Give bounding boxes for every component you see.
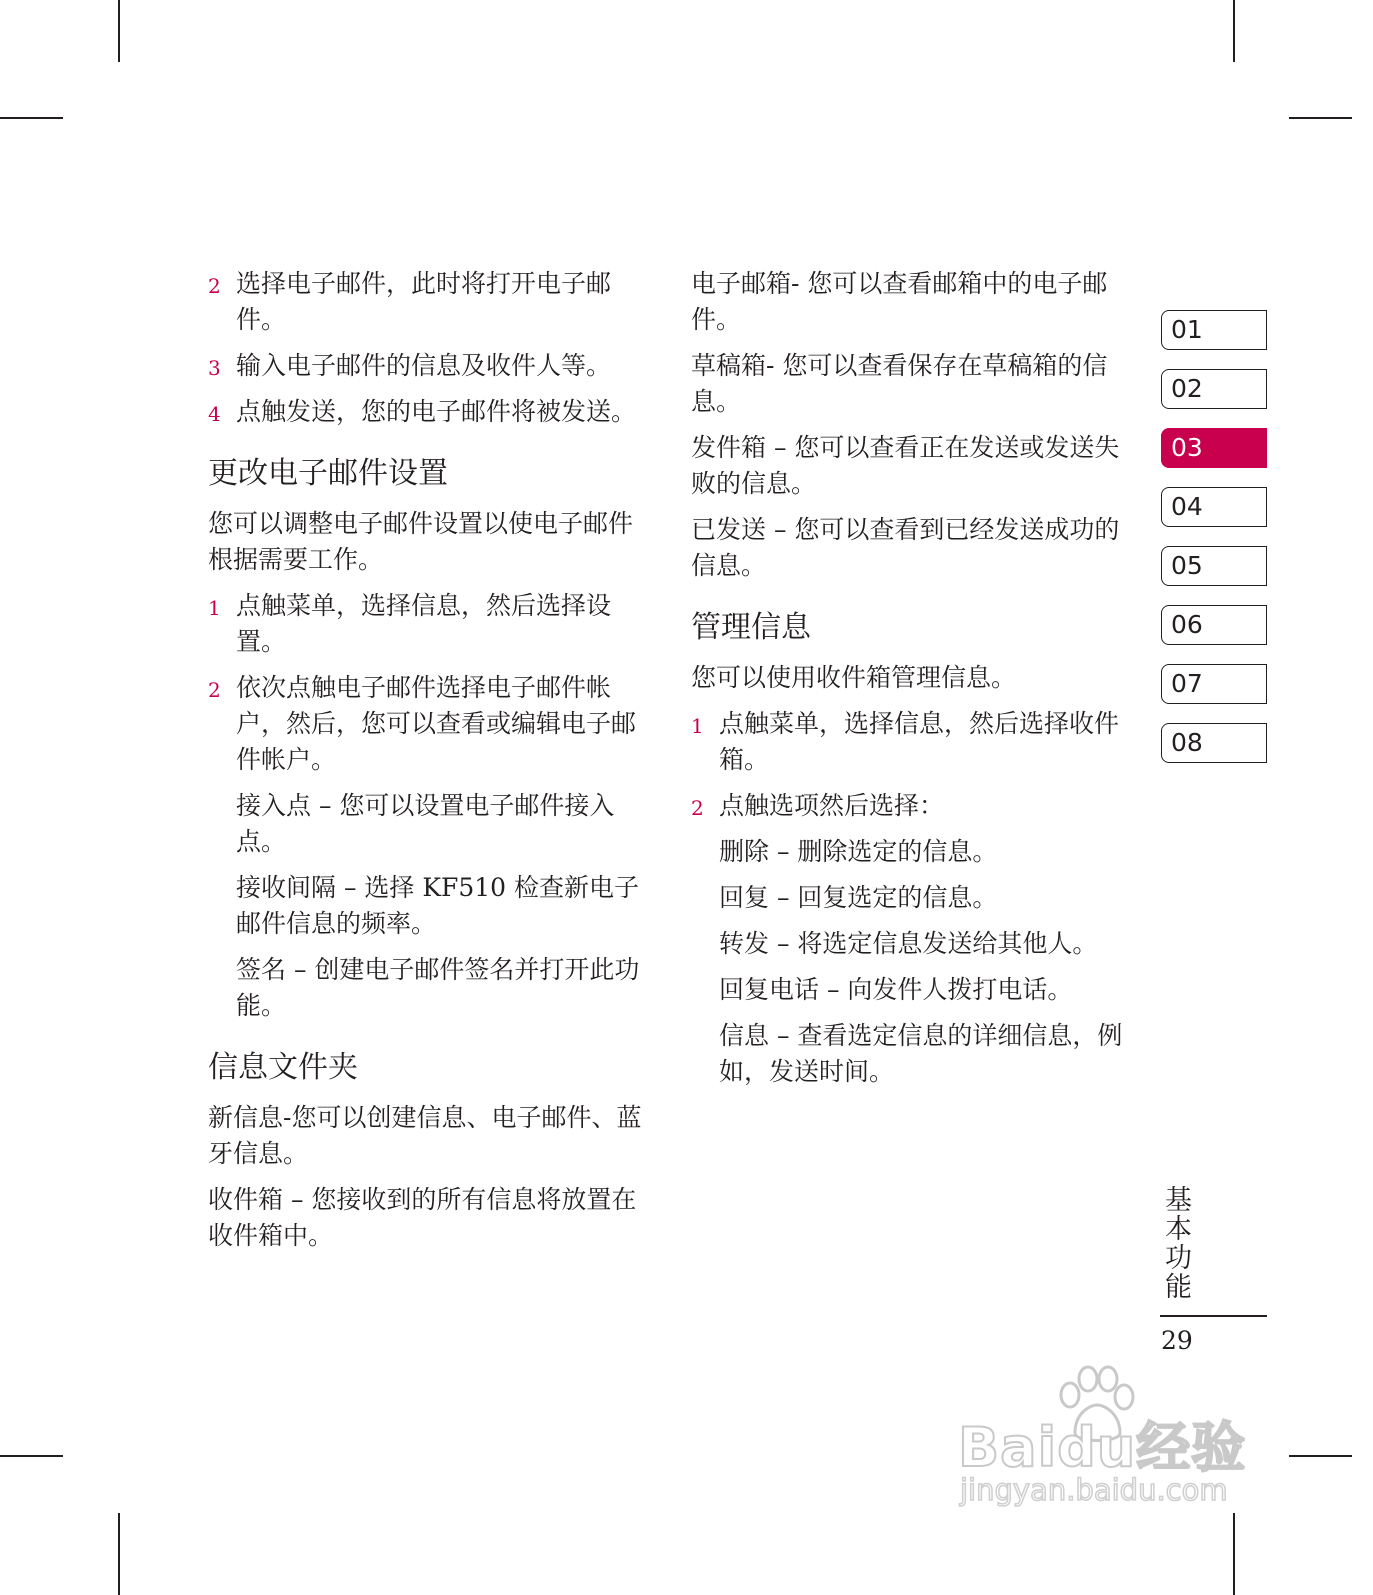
- crop-mark: [0, 117, 63, 119]
- watermark-logo: Baidu经验: [958, 1416, 1247, 1479]
- crop-mark: [0, 1455, 63, 1457]
- step-text: 点触选项然后选择：: [719, 791, 945, 820]
- step-text: 依次点触电子邮件选择电子邮件帐户，然后，您可以查看或编辑电子邮件帐户。: [236, 673, 637, 774]
- folder-item: 收件箱 – 您接收到的所有信息将放置在收件箱中。: [208, 1185, 637, 1250]
- step-text: 输入电子邮件的信息及收件人等。: [236, 351, 612, 380]
- section-heading-folders: 信息文件夹: [208, 1050, 358, 1085]
- crop-mark: [1233, 0, 1235, 62]
- step-number: 2: [691, 796, 704, 820]
- chapter-tab-06[interactable]: 06: [1161, 605, 1267, 645]
- sub-item: 回复电话 – 向发件人拨打电话。: [719, 975, 1073, 1004]
- step-item: [208, 588, 653, 660]
- step-item: [208, 394, 653, 430]
- sub-item: 回复 – 回复选定的信息。: [719, 883, 998, 912]
- step-number: 2: [208, 274, 221, 298]
- crop-mark: [1289, 1455, 1352, 1457]
- crop-mark: [118, 0, 120, 62]
- watermark-url: jingyan.baidu.com: [960, 1473, 1228, 1507]
- sub-item: 签名 – 创建电子邮件签名并打开此功能。: [236, 955, 640, 1020]
- folder-item: 新信息-您可以创建信息、电子邮件、蓝牙信息。: [208, 1103, 642, 1168]
- sub-item: 删除 – 删除选定的信息。: [719, 837, 998, 866]
- sub-item: 信息 – 查看选定信息的详细信息，例如，发送时间。: [719, 1021, 1123, 1086]
- step-text: 选择电子邮件，此时将打开电子邮件。: [236, 269, 612, 334]
- section-intro: 您可以调整电子邮件设置以使电子邮件根据需要工作。: [208, 509, 634, 574]
- step-item: [691, 706, 1136, 778]
- step-item: [208, 266, 653, 338]
- section-label: 基本功能: [1160, 1185, 1191, 1301]
- right-column: [691, 266, 1136, 1100]
- folder-item: 电子邮箱- 您可以查看邮箱中的电子邮件。: [691, 269, 1108, 334]
- step-item: [208, 670, 653, 778]
- page-number: 29: [1161, 1326, 1193, 1355]
- watermark: [958, 1365, 1270, 1510]
- crop-mark: [1233, 1513, 1235, 1595]
- section-heading-manage: 管理信息: [691, 610, 811, 645]
- chapter-tab-01[interactable]: 01: [1161, 310, 1267, 350]
- step-text: 点触菜单，选择信息，然后选择收件箱。: [719, 709, 1120, 774]
- chapter-tab-02[interactable]: 02: [1161, 369, 1267, 409]
- left-column: [208, 266, 653, 1264]
- chapter-tab-03[interactable]: 03: [1161, 428, 1267, 468]
- section-heading-settings: 更改电子邮件设置: [208, 456, 448, 491]
- step-item: [208, 348, 653, 384]
- step-item: [691, 788, 1136, 824]
- chapter-tab-04[interactable]: 04: [1161, 487, 1267, 527]
- step-number: 4: [208, 402, 221, 426]
- crop-mark: [1289, 117, 1352, 119]
- step-text: 点触发送，您的电子邮件将被发送。: [236, 397, 637, 426]
- chapter-tab-05[interactable]: 05: [1161, 546, 1267, 586]
- crop-mark: [118, 1513, 120, 1595]
- section-intro: 您可以使用收件箱管理信息。: [691, 663, 1017, 692]
- step-number: 1: [691, 714, 704, 738]
- chapter-tab-07[interactable]: 07: [1161, 664, 1267, 704]
- step-number: 2: [208, 678, 221, 702]
- chapter-tab-08[interactable]: 08: [1161, 723, 1267, 763]
- sub-item: 接收间隔 – 选择 KF510 检查新电子邮件信息的频率。: [236, 873, 640, 938]
- folder-item: 已发送 – 您可以查看到已经发送成功的信息。: [691, 515, 1120, 580]
- divider: [1160, 1315, 1267, 1317]
- folder-item: 草稿箱- 您可以查看保存在草稿箱的信息。: [691, 351, 1108, 416]
- step-number: 1: [208, 596, 221, 620]
- sub-item: 转发 – 将选定信息发送给其他人。: [719, 929, 1098, 958]
- folder-item: 发件箱 – 您可以查看正在发送或发送失败的信息。: [691, 433, 1120, 498]
- step-text: 点触菜单，选择信息，然后选择设置。: [236, 591, 612, 656]
- chapter-tabs: [1161, 310, 1267, 782]
- sub-item: 接入点 – 您可以设置电子邮件接入点。: [236, 791, 615, 856]
- step-number: 3: [208, 356, 221, 380]
